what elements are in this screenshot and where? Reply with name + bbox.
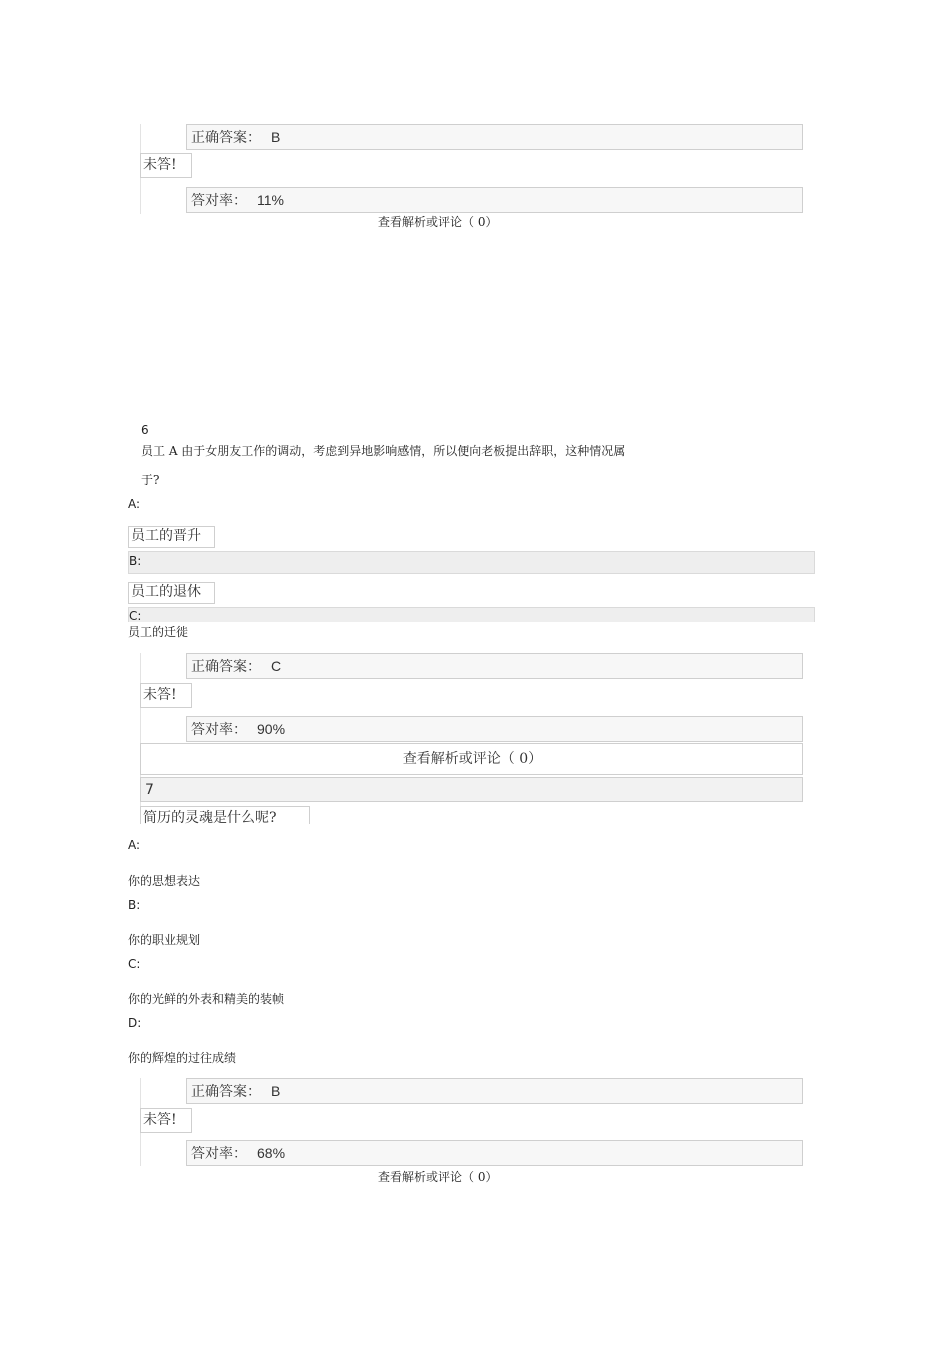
correct-rate-label: 答对率： — [191, 722, 247, 738]
correct-answer-bar — [186, 653, 803, 679]
view-analysis-text: 查看解析或评论（ 0） — [402, 751, 543, 767]
unanswered-text: 未答! — [143, 1112, 177, 1128]
unanswered-text: 未答! — [143, 157, 177, 173]
correct-answer-label: 正确答案： — [191, 659, 261, 675]
correct-answer-value: C — [271, 658, 282, 674]
question-text-line2: 于? — [141, 473, 160, 487]
question-text-line1: 员工 A 由于女朋友工作的调动，考虑到异地影响感情，所以便向老板提出辞职，这种情况属 — [141, 444, 626, 458]
correct-answer-value: B — [271, 129, 281, 145]
option-c-row[interactable] — [128, 607, 815, 622]
question-text-box — [140, 806, 310, 824]
option-c-text[interactable]: 你的光鲜的外表和精美的装帧 — [128, 992, 285, 1006]
option-a-text[interactable]: 你的思想表达 — [128, 874, 201, 888]
option-label-c: C: — [128, 957, 141, 971]
correct-rate-label: 答对率： — [191, 193, 247, 209]
option-label-d: D: — [128, 1016, 142, 1030]
option-label-a: A: — [128, 497, 141, 511]
correct-rate-bar — [186, 1140, 803, 1166]
option-label-b: B: — [128, 898, 141, 912]
question-text: 简历的灵魂是什么呢? — [143, 810, 277, 824]
option-b-text: 员工的退休 — [131, 584, 201, 600]
correct-answer-bar — [186, 1078, 803, 1104]
option-a-text: 员工的晋升 — [131, 528, 201, 544]
correct-answer-value: B — [271, 1083, 281, 1099]
correct-answer-label: 正确答案： — [191, 1084, 261, 1100]
correct-rate-value: 11% — [257, 192, 284, 208]
option-c-text[interactable]: 员工的迁徙 — [128, 625, 189, 639]
option-d-text[interactable]: 你的辉煌的过往成绩 — [128, 1051, 237, 1065]
option-label-b: B: — [129, 554, 142, 568]
correct-rate-label: 答对率： — [191, 1146, 247, 1162]
option-b-row[interactable] — [128, 551, 815, 574]
correct-rate-value: 90% — [257, 721, 286, 737]
option-a[interactable] — [128, 526, 215, 548]
unanswered-status — [140, 1108, 192, 1133]
question-number-bar — [140, 777, 803, 802]
question-number: 6 — [141, 423, 149, 437]
correct-rate-value: 68% — [257, 1145, 286, 1161]
view-analysis-link[interactable]: 查看解析或评论（ 0） — [378, 1170, 498, 1184]
option-b-text[interactable]: 你的职业规划 — [128, 933, 201, 947]
correct-answer-bar — [186, 124, 803, 150]
question-number: 7 — [145, 782, 154, 798]
unanswered-text: 未答! — [143, 687, 177, 703]
correct-rate-bar — [186, 187, 803, 213]
unanswered-status — [140, 153, 192, 178]
option-label-a: A: — [128, 838, 141, 852]
view-analysis-link[interactable]: 查看解析或评论（ 0） — [378, 215, 498, 229]
view-analysis-button[interactable] — [140, 743, 803, 775]
correct-rate-bar — [186, 716, 803, 742]
correct-answer-label: 正确答案： — [191, 130, 261, 146]
unanswered-status — [140, 683, 192, 708]
option-label-c: C: — [129, 609, 142, 623]
option-b[interactable] — [128, 582, 215, 604]
